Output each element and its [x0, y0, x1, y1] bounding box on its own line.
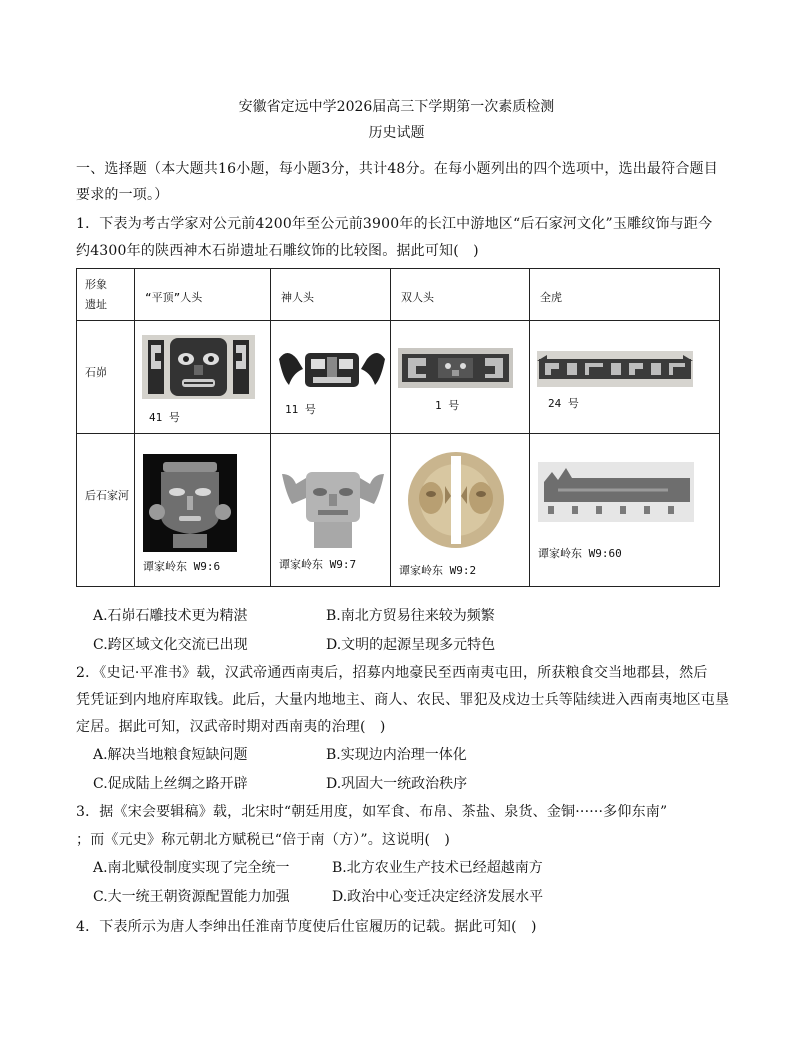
q3-option-c[interactable]: C.大一统王朝资源配置能力加强 — [93, 889, 290, 905]
header-divine-head: 神人头 — [281, 291, 314, 304]
q2-option-a[interactable]: A.解决当地粮食短缺问题 — [93, 747, 248, 763]
exam-subtitle: 历史试题 — [368, 125, 425, 141]
q4-stem-line1: 4．下表所示为唐人李绅出任淮南节度使后仕宦履历的记载。据此可知( ) — [76, 919, 537, 935]
q1-option-c[interactable]: C.跨区域文化交流已出现 — [93, 637, 248, 653]
row-label-houshijiahe: 后石家河 — [85, 489, 129, 502]
header-whole-tiger: 全虎 — [540, 291, 562, 304]
exam-title: 安徽省定远中学2026届高三下学期第一次素质检测 — [238, 99, 555, 115]
q2-stem-line2: 凭凭证到内地府库取钱。此后，大量内地地主、商人、农民、罪犯及戍边士兵等陆续进入西南夷地区屯垦 — [76, 692, 730, 708]
comparison-table — [76, 268, 720, 587]
row1-caption-24: 24 号 — [548, 397, 579, 410]
carved-face-relief-image — [142, 335, 255, 399]
table-corner-cell — [77, 269, 135, 321]
q1-option-b[interactable]: B.南北方贸易往来较为频繁 — [326, 608, 495, 624]
q1-option-a[interactable]: A.石峁石雕技术更为精湛 — [93, 608, 248, 624]
section-instructions-line2: 要求的一项。） — [76, 187, 169, 203]
row1-caption-11: 11 号 — [285, 403, 316, 416]
jade-double-head-image — [401, 446, 511, 554]
header-double-head: 双人头 — [401, 291, 434, 304]
q2-option-b[interactable]: B.实现边内治理一体化 — [326, 747, 467, 763]
row1-caption-1: 1 号 — [435, 399, 460, 412]
row2-caption-w9-7: 谭家岭东 W9:7 — [279, 558, 357, 571]
jade-divine-head-image — [278, 464, 388, 554]
row1-caption-41: 41 号 — [149, 411, 180, 424]
q2-option-d[interactable]: D.巩固大一统政治秩序 — [326, 776, 468, 792]
q1-stem-line2: 约4300年的陕西神木石峁遗址石雕纹饰的比较图。据此可知( ) — [76, 243, 479, 259]
q3-option-a[interactable]: A.南北赋役制度实现了完全统一 — [93, 860, 290, 876]
q3-option-d[interactable]: D.政治中心变迁决定经济发展水平 — [332, 889, 544, 905]
row2-caption-w9-60: 谭家岭东 W9:60 — [538, 547, 622, 560]
q1-stem-line1: 1．下表为考古学家对公元前4200年至公元前3900年的长江中游地区“后石家河文化”玉雕纹饰与距今 — [76, 216, 713, 232]
row2-caption-w9-6: 谭家岭东 W9:6 — [143, 560, 221, 573]
row-label-shimao: 石峁 — [85, 366, 107, 379]
corner-bottom-label: 遗址 — [85, 298, 107, 311]
section-instructions-line1: 一、选择题（本大题共16小题，每小题3分，共计48分。在每小题列出的四个选项中，选出最符合题目 — [76, 161, 718, 177]
divine-head-relief-image — [277, 347, 387, 391]
q2-option-c[interactable]: C.促成陆上丝绸之路开辟 — [93, 776, 248, 792]
jade-flat-top-head-image — [143, 454, 237, 552]
row2-caption-w9-2: 谭家岭东 W9:2 — [399, 564, 477, 577]
q3-stem-line2: ；而《元史》称元朝北方赋税已“倍于南（方）”。这说明( ) — [76, 832, 451, 848]
q3-option-b[interactable]: B.北方农业生产技术已经超越南方 — [332, 860, 543, 876]
double-head-relief-image — [398, 348, 513, 388]
q2-stem-line3: 定居。据此可知，汉武帝时期对西南夷的治理( ) — [76, 719, 386, 735]
q2-stem-line1: 2．《史记·平准书》载，汉武帝通西南夷后，招募内地豪民至西南夷屯田，所获粮食交当地郡县，然后 — [76, 665, 708, 681]
corner-top-label: 形象 — [85, 278, 107, 291]
jade-tiger-image — [538, 462, 694, 522]
tiger-relief-image — [537, 351, 693, 387]
q3-stem-line1: 3．据《宋会要辑稿》载，北宋时“朝廷用度，如军食、布帛、茶盐、泉货、金铜······多仰东南” — [76, 804, 668, 820]
header-flat-top-head: “平顶”人头 — [145, 291, 203, 304]
q1-option-d[interactable]: D.文明的起源呈现多元特色 — [326, 637, 496, 653]
